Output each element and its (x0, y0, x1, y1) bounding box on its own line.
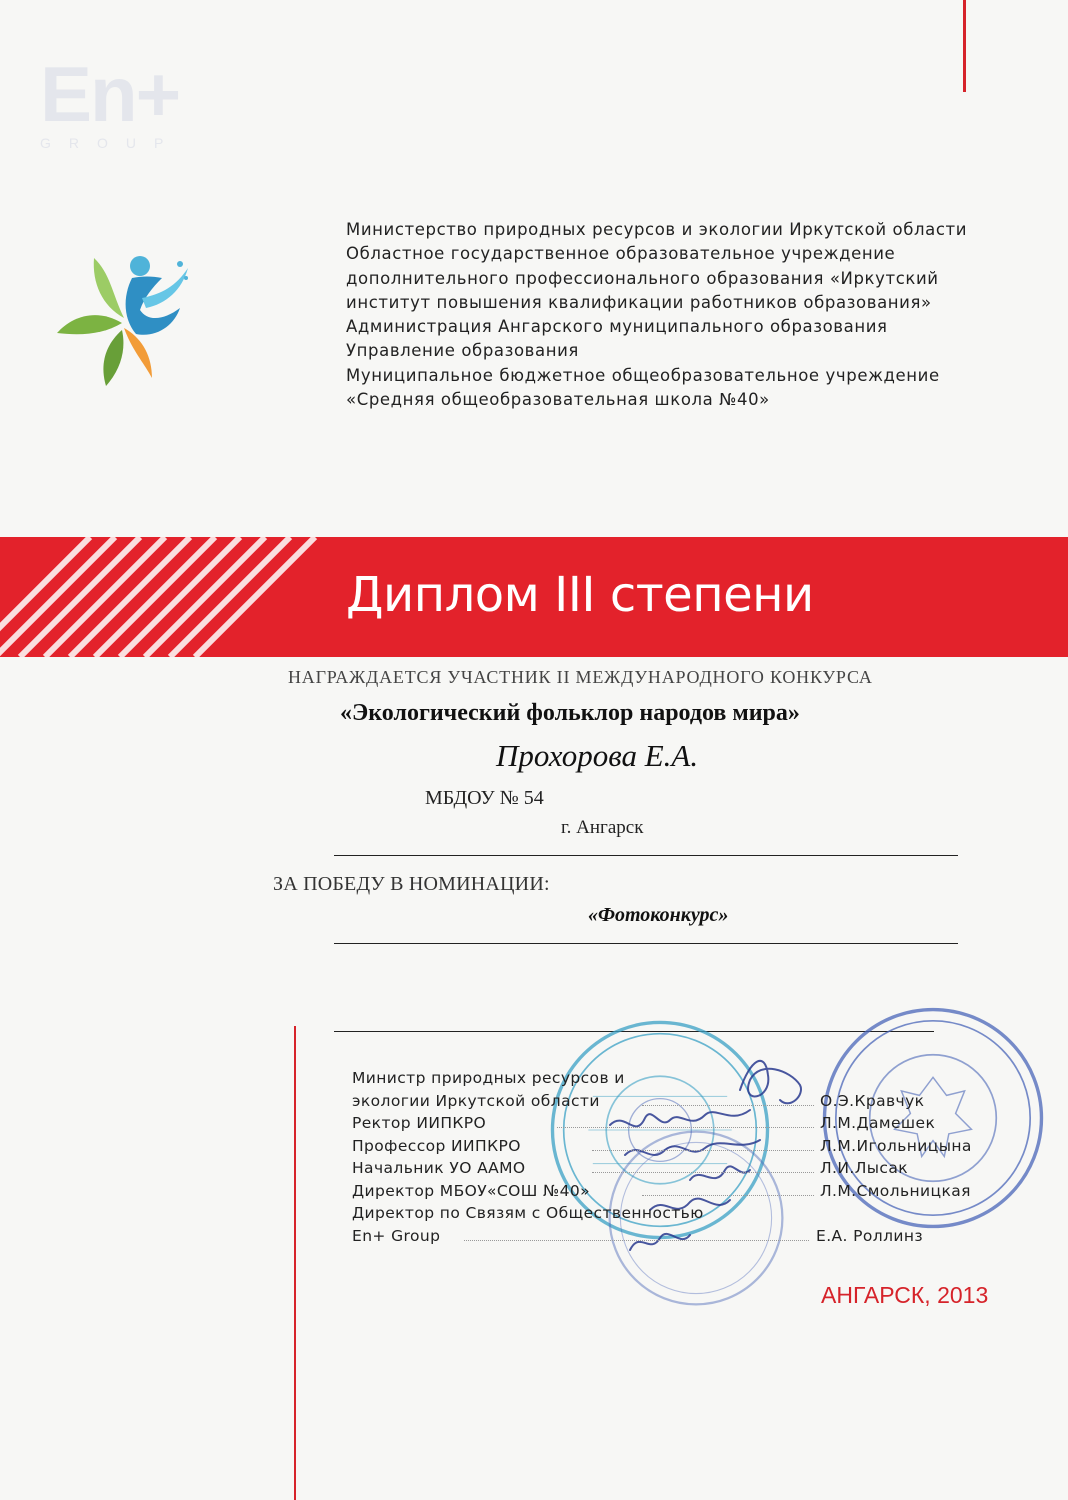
signatory-role: экологии Иркутской области (352, 1091, 600, 1110)
logo-spark-2 (184, 276, 188, 280)
signatory-role: Директор по Связям с Общественностью (352, 1204, 704, 1222)
signatory-role: Профессор ИИПКРО (352, 1136, 521, 1155)
ecology-figure-logo (52, 238, 192, 388)
signature-line (464, 1240, 809, 1241)
logo-figure-head (130, 256, 150, 276)
signatory-row (352, 1180, 1012, 1203)
organizer-line: «Средняя общеобразовательная школа №40» (346, 390, 770, 410)
signatory-row (352, 1135, 1012, 1158)
organizer-line: Областное государственное образовательное учреждение (346, 244, 896, 264)
recipient-name: Прохорова Е.А. (496, 738, 699, 773)
signatory-row (352, 1067, 1012, 1090)
signatory-role: En+ Group (352, 1226, 441, 1245)
divider-line (334, 943, 958, 944)
organizers-block (346, 218, 1036, 412)
signatory-name: Л.М.Дамешек (820, 1114, 936, 1132)
organizer-line: Муниципальное бюджетное общеобразовательное учреждение (346, 365, 940, 385)
signatory-name: О.Э.Кравчук (820, 1091, 925, 1110)
signatory-row (352, 1090, 1012, 1113)
signatory-role: Министр природных ресурсов и (352, 1069, 625, 1087)
logo-leaf-left (57, 315, 122, 334)
nomination-label: ЗА ПОБЕДУ В НОМИНАЦИИ: (273, 873, 550, 895)
signatory-row (352, 1202, 1012, 1225)
signatory-name: Л.М.Смольницкая (820, 1181, 971, 1200)
signatories-block (352, 1067, 1012, 1247)
signature-line (642, 1105, 814, 1106)
recipient-institution: МБДОУ № 54 (425, 787, 544, 809)
diploma-title: Диплом III степени (346, 567, 814, 623)
signature-line (592, 1172, 814, 1173)
logo-spark-1 (177, 261, 183, 267)
organizer-line: институт повышения квалификации работников образования» (346, 292, 932, 312)
organizer-line: Управление образования (346, 341, 579, 361)
watermark-sub: GROUP (40, 135, 182, 151)
watermark-brand: En+ (40, 50, 180, 138)
signatory-name: Е.А. Роллинз (816, 1226, 924, 1245)
signature-line (557, 1127, 814, 1128)
signature-line (592, 1150, 814, 1151)
awarded-line: НАГРАЖДАЕТСЯ УЧАСТНИК II МЕЖДУНАРОДНОГО КОНКУРСА (288, 667, 873, 687)
signatory-name: Л.И.Лысак (820, 1159, 908, 1177)
logo-leaf-orange (124, 328, 152, 378)
signatory-row (352, 1225, 1012, 1248)
signatory-row (352, 1157, 1012, 1180)
en-group-watermark (40, 50, 182, 151)
organizer-line: Министерство природных ресурсов и экологии Иркутской области (346, 220, 968, 239)
contest-name: «Экологический фольклор народов мира» (340, 700, 800, 726)
signatory-row (352, 1112, 1012, 1135)
organizer-line: Администрация Ангарского муниципального образования (346, 317, 888, 337)
left-red-accent-line (294, 1026, 296, 1500)
signatory-role: Директор МБОУ«СОШ №40» (352, 1181, 590, 1200)
recipient-city: г. Ангарск (561, 817, 644, 838)
signatory-role: Начальник УО ААМО (352, 1159, 526, 1177)
signatory-name: Л.М.Игольницына (820, 1136, 972, 1155)
organizer-line: дополнительного профессионального образования «Иркутский (346, 268, 939, 288)
logo-leaf-top (94, 258, 124, 318)
diploma-banner (0, 537, 1068, 657)
signature-line (642, 1195, 814, 1196)
banner-diagonal-stripes (0, 537, 330, 657)
nomination-name: «Фотоконкурс» (588, 904, 729, 926)
top-red-accent-line (963, 0, 966, 92)
signatory-role: Ректор ИИПКРО (352, 1114, 487, 1132)
divider-line (334, 855, 958, 856)
logo-leaf-bottom (103, 330, 123, 386)
place-and-year: АНГАРСК, 2013 (821, 1282, 989, 1308)
